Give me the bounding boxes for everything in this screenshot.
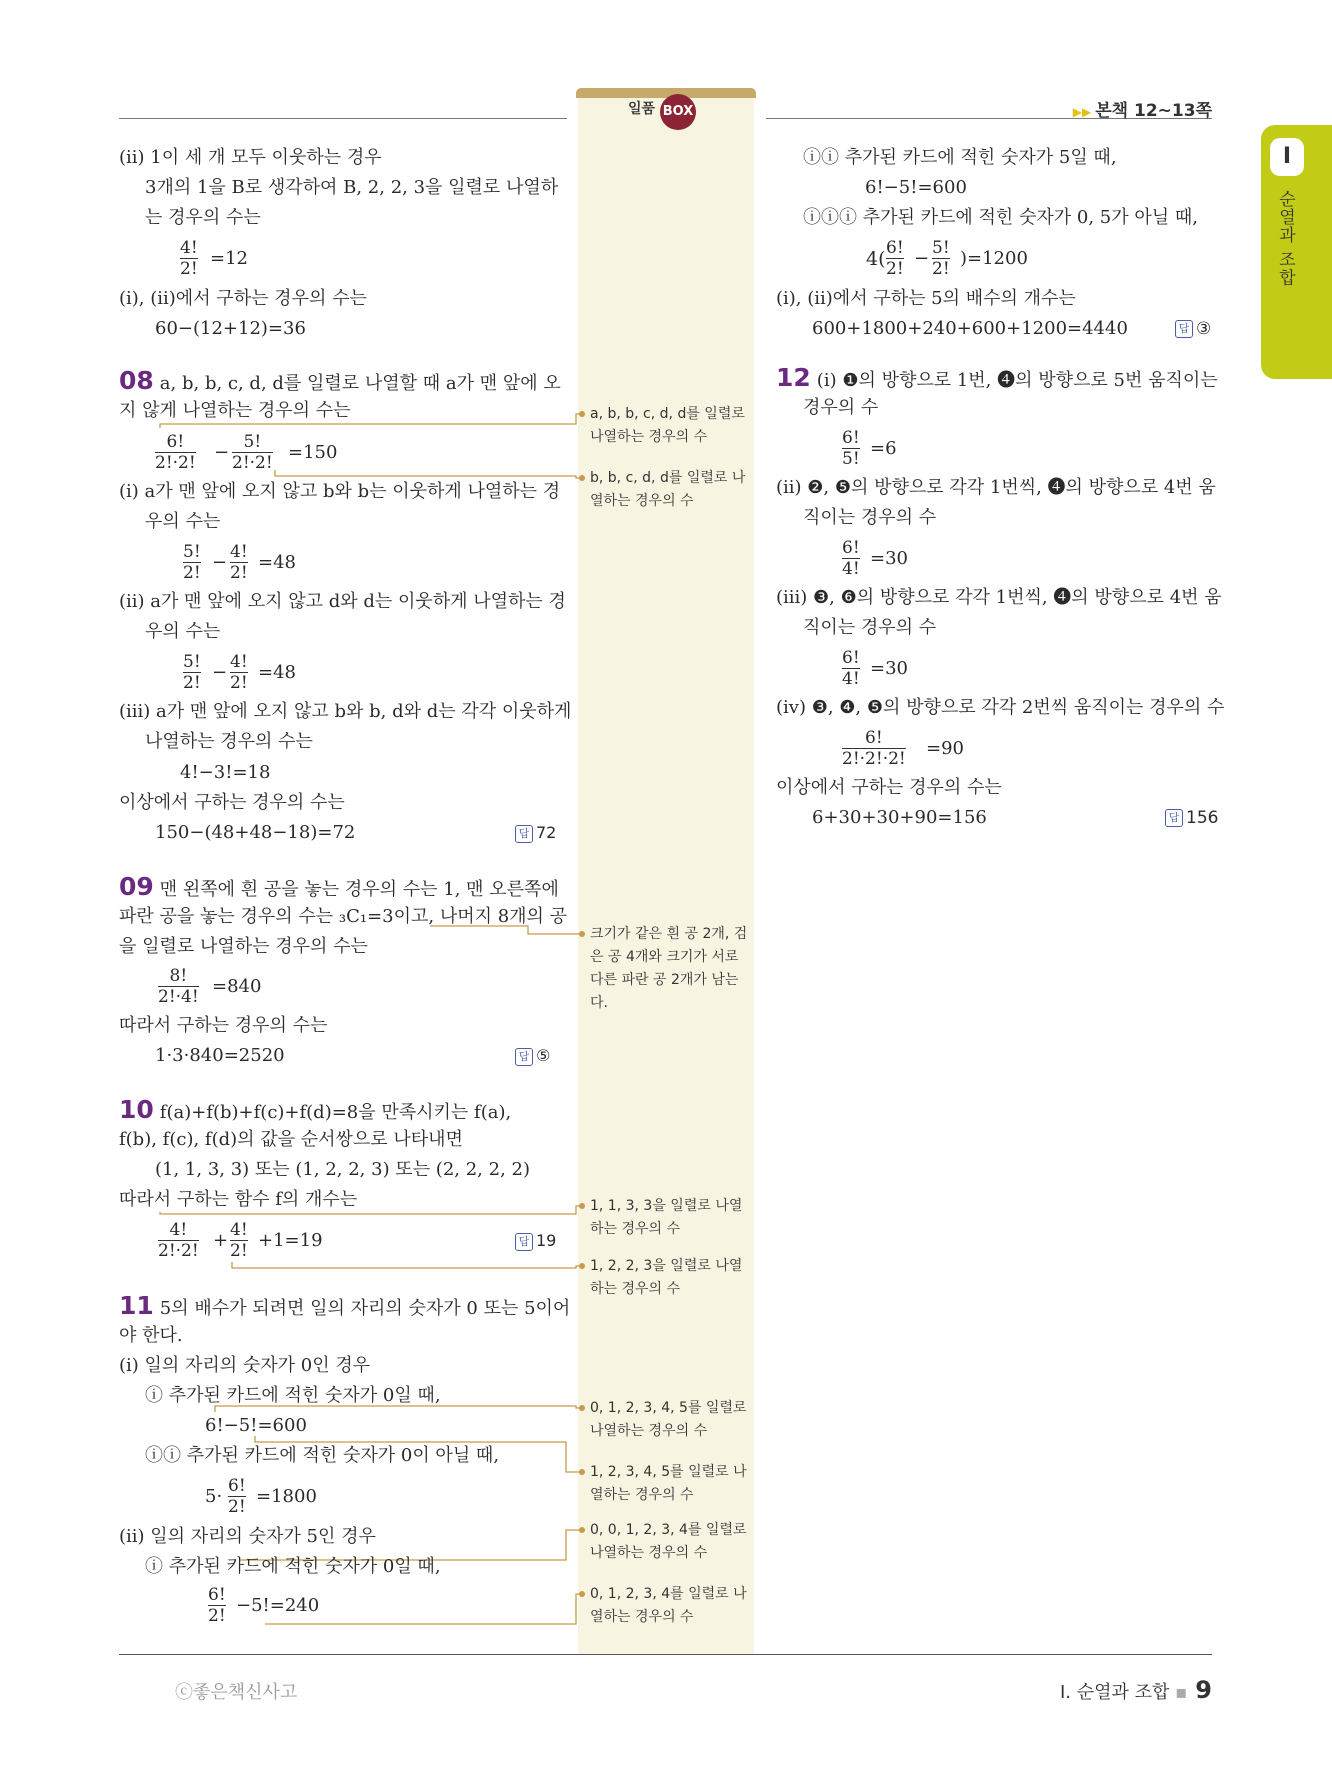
leader-line-2 (275, 470, 582, 478)
text-line: 지 않게 나열하는 경우의 수는 (119, 400, 351, 421)
answer-12: 답 156 (1165, 807, 1218, 829)
math-operator: − (212, 662, 228, 683)
text-line: (ⅲ) a가 맨 앞에 오지 않고 b와 b, d와 d는 각각 이웃하게 (119, 701, 572, 722)
fraction: $\frac{4!}{2!}$ (230, 542, 248, 583)
math-line: 6!−5!=600 (205, 1415, 307, 1436)
math-result: =12 (210, 248, 248, 269)
answer-icon: 답 (515, 1048, 533, 1066)
text-line: 이상에서 구하는 경우의 수는 (776, 777, 1002, 798)
text-line: ⓘ 추가된 카드에 적힌 숫자가 0일 때, (145, 1556, 441, 1577)
math-result: =30 (870, 658, 908, 679)
answer-icon: 답 (1165, 809, 1183, 827)
text-line: 경우의 수 (803, 397, 879, 418)
problem-number: 09 (119, 872, 154, 901)
fraction: $\frac{6!}{2!}$ (228, 1476, 246, 1517)
text-line: (ⅱ) ❷, ❺의 방향으로 각각 1번씩, ❹의 방향으로 4번 움 (776, 477, 1216, 498)
answer-09: 답 ⑤ (515, 1045, 550, 1067)
math-line: 4!−3!=18 (180, 762, 271, 783)
text-line: (ⅱ) 일의 자리의 숫자가 5인 경우 (119, 1526, 376, 1547)
double-arrow-icon: ▶▶ (1072, 105, 1092, 119)
problem-09-line: 09 맨 왼쪽에 흰 공을 놓는 경우의 수는 1, 맨 오른쪽에 (119, 872, 559, 901)
side-note: b, b, c, d, d를 일렬로 나열하는 경우의 수 (590, 470, 746, 509)
math-line: 600+1800+240+600+1200=4440 (812, 318, 1128, 339)
text-line: (ⅰ) 일의 자리의 숫자가 0인 경우 (119, 1355, 371, 1376)
fraction: $\frac{4!}{2!}$ (230, 1220, 248, 1261)
text-line: ⓘⓘ 추가된 카드에 적힌 숫자가 5일 때, (803, 147, 1117, 168)
leader-line-5 (232, 1262, 582, 1268)
side-note: 0, 1, 2, 3, 4를 일렬로 나열하는 경우의 수 (590, 1586, 747, 1625)
answer-11: 답 ③ (1175, 318, 1211, 340)
math-operator: − (914, 248, 930, 269)
math-result: =6 (870, 438, 897, 459)
side-note: 0, 1, 2, 3, 4, 5를 일렬로 나열하는 경우의 수 (590, 1400, 747, 1439)
text-line: 을 일렬로 나열하는 경우의 수는 (119, 936, 368, 957)
math-line: 6!−5!=600 (865, 177, 967, 198)
math-line: 6+30+30+90=156 (812, 807, 987, 828)
side-note: 1, 2, 2, 3을 일렬로 나열하는 경우의 수 (590, 1258, 743, 1297)
text-line: 직이는 경우의 수 (803, 507, 937, 528)
side-note: 크기가 같은 흰 공 2개, 검은 공 4개와 크기가 서로 다른 파란 공 2개가 남는다. (590, 926, 748, 1011)
fraction: $\frac{6!}{5!}$ (842, 428, 860, 469)
text-line: 직이는 경우의 수 (803, 617, 937, 638)
fraction: $\frac{6!}{2!}$ (886, 238, 904, 279)
fraction: $\frac{5!}{2!\cdot 2!}$ (232, 432, 273, 473)
math-result: =840 (212, 976, 262, 997)
math-line: 150−(48+48−18)=72 (155, 822, 356, 843)
text-line: 이상에서 구하는 경우의 수는 (119, 792, 345, 813)
chapter-label: Ⅰ. 순열과 조합 (1059, 1682, 1170, 1703)
side-note: 1, 2, 3, 4, 5를 일렬로 나열하는 경우의 수 (590, 1464, 747, 1503)
text-line: (ⅰ), (ⅱ)에서 구하는 5의 배수의 개수는 (776, 288, 1076, 309)
footer-rule (119, 1654, 1212, 1655)
problem-08-line: 08 a, b, b, c, d, d를 일렬로 나열할 때 a가 맨 앞에 오 (119, 366, 561, 395)
math-line: (1, 1, 3, 3) 또는 (1, 2, 2, 3) 또는 (2, 2, 2, 2) (155, 1159, 530, 1180)
side-note: 1, 1, 3, 3을 일렬로 나열하는 경우의 수 (590, 1198, 743, 1237)
math-result: =150 (288, 442, 338, 463)
fraction: $\frac{6!}{2!\cdot 2!\cdot 2!}$ (842, 728, 906, 769)
copyright: ⓒ좋은책신사고 (175, 1682, 298, 1703)
math-result: =30 (870, 548, 908, 569)
side-note: 0, 0, 1, 2, 3, 4를 일렬로 나열하는 경우의 수 (590, 1522, 747, 1561)
fraction: $\frac{4!}{2!}$ (180, 238, 198, 279)
textbook-reference: ▶▶ 본책 12~13쪽 (1072, 101, 1212, 121)
fraction: $\frac{4!}{2!\cdot 2!}$ (158, 1220, 199, 1261)
fraction: $\frac{6!}{2!\cdot 2!}$ (155, 432, 196, 473)
text-line: 우의 수는 (145, 511, 221, 532)
answer-icon: 답 (1175, 320, 1193, 338)
fraction: $\frac{4!}{2!}$ (230, 652, 248, 693)
math-operator: − (214, 442, 230, 463)
text-line: 파란 공을 놓는 경우의 수는 ₃C₁=3이고, 나머지 8개의 공 (119, 906, 568, 927)
math-line: 60−(12+12)=36 (155, 318, 306, 339)
problem-number: 12 (776, 363, 811, 392)
answer-icon: 답 (515, 1233, 533, 1251)
problem-12-line: 12 (ⅰ) ❶의 방향으로 1번, ❹의 방향으로 5번 움직이는 (776, 363, 1218, 392)
text-line: 우의 수는 (145, 621, 221, 642)
answer-08: 답 72 (515, 822, 556, 844)
page-number: 9 (1195, 1676, 1212, 1704)
math-result: )=1200 (960, 248, 1028, 269)
chapter-tab-number: I (1270, 138, 1304, 176)
text-line: ⓘⓘⓘ 추가된 카드에 적힌 숫자가 0, 5가 아닐 때, (803, 207, 1198, 228)
problem-11-line: 11 5의 배수가 되려면 일의 자리의 숫자가 0 또는 5이어 (119, 1291, 571, 1320)
math-operator: − (212, 552, 228, 573)
fraction: $\frac{6!}{4!}$ (842, 538, 860, 579)
fraction: $\frac{5!}{2!}$ (183, 652, 201, 693)
text-line: f(b), f(c), f(d)의 값을 순서쌍으로 나타내면 (119, 1129, 463, 1150)
math-operator: 4( (866, 248, 886, 270)
text-line: 야 한다. (119, 1325, 183, 1346)
box-badge: BOX (660, 94, 696, 130)
chapter-tab-title: 순열과 조합 (1275, 190, 1295, 287)
text-line: (ⅱ) 1이 세 개 모두 이웃하는 경우 (119, 147, 382, 168)
answer-10: 답 19 (515, 1230, 556, 1252)
text-line: ⓘⓘ 추가된 카드에 적힌 숫자가 0이 아닐 때, (145, 1445, 500, 1466)
math-result: −5!=240 (236, 1595, 320, 1616)
text-line: (ⅱ) a가 맨 앞에 오지 않고 d와 d는 이웃하게 나열하는 경 (119, 591, 566, 612)
math-operator: + (213, 1230, 229, 1251)
fraction: $\frac{5!}{2!}$ (183, 542, 201, 583)
problem-number: 08 (119, 366, 154, 395)
math-result: =90 (926, 738, 964, 759)
fraction: $\frac{5!}{2!}$ (932, 238, 950, 279)
text-line: ⓘ 추가된 카드에 적힌 숫자가 0일 때, (145, 1385, 441, 1406)
text-line: 는 경우의 수는 (145, 207, 261, 228)
box-label: 일품 (628, 101, 656, 117)
text-line: 따라서 구하는 함수 f의 개수는 (119, 1189, 358, 1210)
fraction: $\frac{6!}{4!}$ (842, 648, 860, 689)
text-line: (ⅰ) a가 맨 앞에 오지 않고 b와 b는 이웃하게 나열하는 경 (119, 481, 561, 502)
math-operator: 5· (205, 1486, 223, 1507)
math-line: 1·3·840=2520 (155, 1045, 285, 1066)
text-line: 3개의 1을 B로 생각하여 B, 2, 2, 3을 일렬로 나열하 (145, 177, 559, 198)
text-line: (ⅳ) ❸, ❹, ❺의 방향으로 각각 2번씩 움직이는 경우의 수 (776, 697, 1225, 718)
math-result: =48 (258, 552, 296, 573)
math-result: +1=19 (258, 1230, 323, 1251)
math-result: =48 (258, 662, 296, 683)
problem-10-line: 10 f(a)+f(b)+f(c)+f(d)=8을 만족시키는 f(a), (119, 1095, 512, 1124)
text-line: 따라서 구하는 경우의 수는 (119, 1015, 328, 1036)
math-result: =1800 (256, 1486, 317, 1507)
fraction: $\frac{8!}{2!\cdot 4!}$ (158, 966, 199, 1007)
fraction: $\frac{6!}{2!}$ (208, 1585, 226, 1626)
answer-icon: 답 (515, 825, 533, 843)
text-line: 나열하는 경우의 수는 (145, 731, 313, 752)
side-note: a, b, b, c, d, d를 일렬로 나열하는 경우의 수 (590, 406, 745, 445)
text-line: (ⅲ) ❸, ❻의 방향으로 각각 1번씩, ❹의 방향으로 4번 움 (776, 587, 1222, 608)
problem-number: 11 (119, 1291, 154, 1320)
page-footer: Ⅰ. 순열과 조합 ▪ 9 (1059, 1676, 1212, 1704)
text-line: (ⅰ), (ⅱ)에서 구하는 경우의 수는 (119, 288, 367, 309)
problem-number: 10 (119, 1095, 154, 1124)
